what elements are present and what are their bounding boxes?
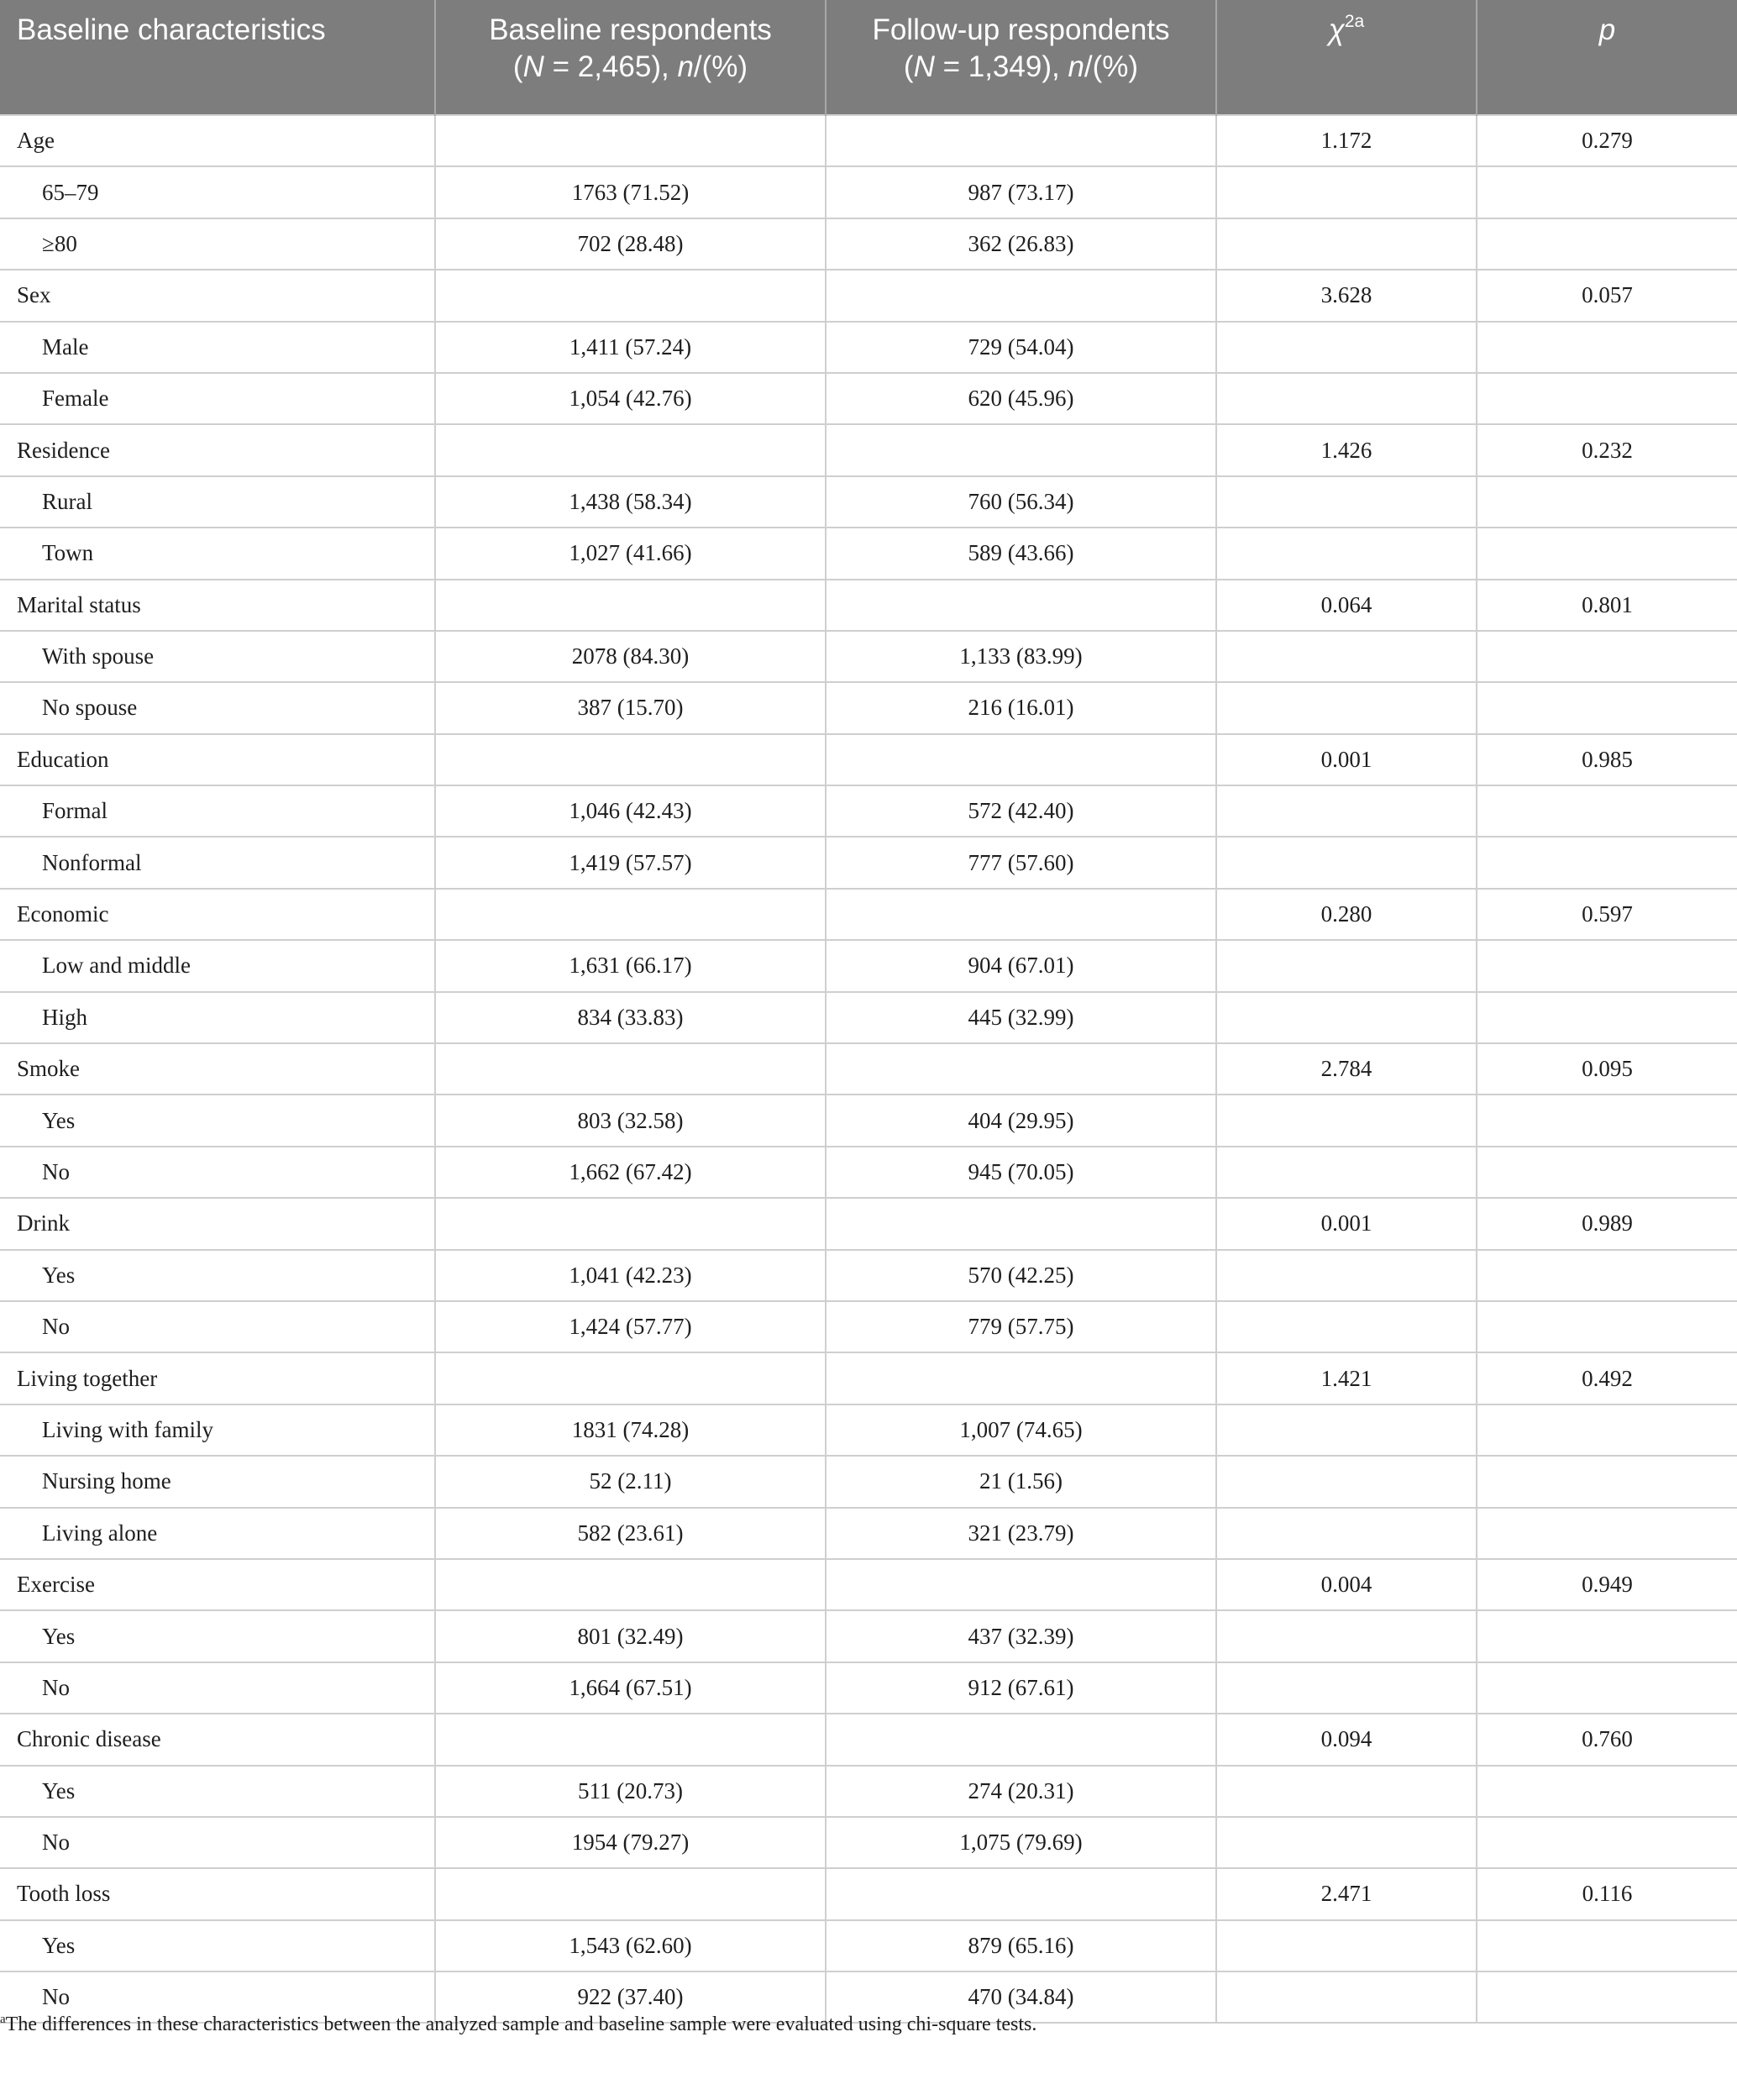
- p-value-cell: 0.760: [1477, 1714, 1737, 1765]
- subcategory-row: [0, 1404, 1737, 1456]
- subcategory-row: [0, 1920, 1737, 1971]
- baseline-cell: [435, 1198, 826, 1249]
- chi2-cell: 3.628: [1216, 270, 1477, 321]
- row-label: Residence: [0, 424, 435, 475]
- followup-cell: 321 (23.79): [826, 1508, 1216, 1559]
- row-label: No: [0, 1971, 435, 2023]
- followup-cell: 445 (32.99): [826, 992, 1216, 1043]
- chi2-cell: [1216, 631, 1477, 682]
- category-row: [0, 1043, 1737, 1095]
- subcategory-row: [0, 1147, 1737, 1198]
- p-value-cell: [1477, 218, 1737, 270]
- p-value-cell: 0.989: [1477, 1198, 1737, 1249]
- header-chi-symbol: χ: [1328, 13, 1345, 46]
- subcategory-row: [0, 1250, 1737, 1301]
- followup-cell: [826, 115, 1216, 166]
- row-label: Low and middle: [0, 940, 435, 991]
- baseline-cell: [435, 1714, 826, 1765]
- followup-cell: 470 (34.84): [826, 1971, 1216, 2023]
- p-value-cell: [1477, 1920, 1737, 1971]
- row-label: Yes: [0, 1766, 435, 1817]
- p-value-cell: 0.949: [1477, 1559, 1737, 1610]
- header-col1-line2: [453, 49, 808, 86]
- p-value-cell: [1477, 1456, 1737, 1507]
- category-row: [0, 1714, 1737, 1765]
- chi2-cell: [1216, 1147, 1477, 1198]
- baseline-cell: 1,662 (67.42): [435, 1147, 826, 1198]
- p-value-cell: [1477, 476, 1737, 528]
- baseline-cell: 803 (32.58): [435, 1095, 826, 1146]
- subcategory-row: [0, 992, 1737, 1043]
- header-col1-count: = 2,465),: [543, 50, 678, 83]
- baseline-cell: 387 (15.70): [435, 682, 826, 733]
- chi2-cell: [1216, 785, 1477, 837]
- chi2-cell: [1216, 1250, 1477, 1301]
- baseline-cell: 834 (33.83): [435, 992, 826, 1043]
- header-col2-pct: /(%): [1084, 50, 1139, 83]
- baseline-cell: 1831 (74.28): [435, 1404, 826, 1456]
- followup-cell: [826, 1198, 1216, 1249]
- row-label: Living alone: [0, 1508, 435, 1559]
- p-value-cell: [1477, 373, 1737, 424]
- followup-cell: [826, 424, 1216, 475]
- row-label: Education: [0, 734, 435, 785]
- row-label: Nonformal: [0, 837, 435, 888]
- category-row: [0, 424, 1737, 475]
- chi2-cell: [1216, 992, 1477, 1043]
- followup-cell: [826, 580, 1216, 631]
- p-value-cell: 0.801: [1477, 580, 1737, 631]
- baseline-cell: 1,027 (41.66): [435, 528, 826, 579]
- row-label: Living with family: [0, 1404, 435, 1456]
- p-value-cell: [1477, 785, 1737, 837]
- subcategory-row: [0, 1662, 1737, 1714]
- p-value-cell: [1477, 528, 1737, 579]
- row-label: 65–79: [0, 166, 435, 218]
- p-value-cell: [1477, 1508, 1737, 1559]
- baseline-cell: [435, 270, 826, 321]
- followup-cell: 879 (65.16): [826, 1920, 1216, 1971]
- row-label: Tooth loss: [0, 1868, 435, 1919]
- followup-cell: [826, 1714, 1216, 1765]
- header-col1-n: n: [677, 50, 694, 83]
- header-col1-paren: (: [512, 50, 523, 83]
- header-col2-line2: [843, 49, 1199, 86]
- baseline-cell: 511 (20.73): [435, 1766, 826, 1817]
- followup-cell: 216 (16.01): [826, 682, 1216, 733]
- row-label: Rural: [0, 476, 435, 528]
- baseline-cell: [435, 889, 826, 940]
- chi2-cell: [1216, 218, 1477, 270]
- baseline-cell: [435, 1559, 826, 1610]
- header-p-value: [1477, 0, 1737, 115]
- row-label: Yes: [0, 1610, 435, 1662]
- followup-cell: 760 (56.34): [826, 476, 1216, 528]
- followup-cell: 1,007 (74.65): [826, 1404, 1216, 1456]
- p-value-cell: 0.597: [1477, 889, 1737, 940]
- followup-cell: 912 (67.61): [826, 1662, 1216, 1714]
- chi2-cell: [1216, 1508, 1477, 1559]
- p-value-cell: [1477, 1766, 1737, 1817]
- header-col2-n: n: [1068, 50, 1084, 83]
- row-label: No: [0, 1662, 435, 1714]
- followup-cell: 437 (32.39): [826, 1610, 1216, 1662]
- chi2-cell: 0.001: [1216, 734, 1477, 785]
- chi2-cell: [1216, 1456, 1477, 1507]
- baseline-cell: 1,411 (57.24): [435, 322, 826, 373]
- baseline-cell: [435, 1868, 826, 1919]
- row-label: Living together: [0, 1352, 435, 1404]
- category-row: [0, 1559, 1737, 1610]
- followup-cell: 1,133 (83.99): [826, 631, 1216, 682]
- category-row: [0, 115, 1737, 166]
- chi2-cell: 0.064: [1216, 580, 1477, 631]
- baseline-cell: 1763 (71.52): [435, 166, 826, 218]
- subcategory-row: [0, 322, 1737, 373]
- row-label: Sex: [0, 270, 435, 321]
- row-label: Female: [0, 373, 435, 424]
- subcategory-row: [0, 1456, 1737, 1507]
- baseline-cell: 1,424 (57.77): [435, 1301, 826, 1352]
- baseline-cell: [435, 580, 826, 631]
- header-baseline-characteristics: [0, 0, 435, 115]
- row-label: High: [0, 992, 435, 1043]
- row-label: Exercise: [0, 1559, 435, 1610]
- chi2-cell: [1216, 476, 1477, 528]
- p-value-cell: 0.492: [1477, 1352, 1737, 1404]
- chi2-cell: [1216, 373, 1477, 424]
- p-value-cell: [1477, 322, 1737, 373]
- followup-cell: 570 (42.25): [826, 1250, 1216, 1301]
- p-value-cell: [1477, 631, 1737, 682]
- row-label: Yes: [0, 1920, 435, 1971]
- baseline-cell: [435, 115, 826, 166]
- baseline-cell: 1,041 (42.23): [435, 1250, 826, 1301]
- followup-cell: [826, 270, 1216, 321]
- row-label: No: [0, 1817, 435, 1868]
- header-chi-superscript: 2a: [1344, 12, 1365, 32]
- chi2-cell: [1216, 1766, 1477, 1817]
- header-col2-paren: (: [903, 50, 914, 83]
- p-value-cell: [1477, 1610, 1737, 1662]
- row-label: Drink: [0, 1198, 435, 1249]
- followup-cell: 589 (43.66): [826, 528, 1216, 579]
- p-value-cell: [1477, 940, 1737, 991]
- followup-cell: [826, 1559, 1216, 1610]
- header-p-text: p: [1598, 13, 1616, 46]
- chi2-cell: [1216, 528, 1477, 579]
- followup-cell: 987 (73.17): [826, 166, 1216, 218]
- chi2-cell: [1216, 1610, 1477, 1662]
- followup-cell: [826, 889, 1216, 940]
- row-label: Economic: [0, 889, 435, 940]
- row-label: Yes: [0, 1095, 435, 1146]
- followup-cell: 779 (57.75): [826, 1301, 1216, 1352]
- p-value-cell: 0.985: [1477, 734, 1737, 785]
- subcategory-row: [0, 682, 1737, 733]
- chi2-cell: 2.471: [1216, 1868, 1477, 1919]
- baseline-cell: 1,046 (42.43): [435, 785, 826, 837]
- row-label: Yes: [0, 1250, 435, 1301]
- p-value-cell: 0.057: [1477, 270, 1737, 321]
- chi2-cell: [1216, 1404, 1477, 1456]
- baseline-cell: 1,631 (66.17): [435, 940, 826, 991]
- baseline-cell: 52 (2.11): [435, 1456, 826, 1507]
- baseline-cell: 1,438 (58.34): [435, 476, 826, 528]
- p-value-cell: 0.095: [1477, 1043, 1737, 1095]
- row-label: Male: [0, 322, 435, 373]
- chi2-cell: [1216, 682, 1477, 733]
- baseline-cell: [435, 424, 826, 475]
- chi2-cell: 1.426: [1216, 424, 1477, 475]
- subcategory-row: [0, 837, 1737, 888]
- category-row: [0, 580, 1737, 631]
- chi2-cell: [1216, 1920, 1477, 1971]
- chi2-cell: [1216, 166, 1477, 218]
- header-followup-respondents: [826, 0, 1216, 115]
- header-col2-count: = 1,349),: [934, 50, 1068, 83]
- baseline-cell: [435, 734, 826, 785]
- row-label: Town: [0, 528, 435, 579]
- p-value-cell: [1477, 1250, 1737, 1301]
- row-label: With spouse: [0, 631, 435, 682]
- p-value-cell: [1477, 992, 1737, 1043]
- p-value-cell: [1477, 1662, 1737, 1714]
- chi2-cell: 1.172: [1216, 115, 1477, 166]
- chi2-cell: 1.421: [1216, 1352, 1477, 1404]
- subcategory-row: [0, 1766, 1737, 1817]
- row-label: Smoke: [0, 1043, 435, 1095]
- header-baseline-respondents: [435, 0, 826, 115]
- subcategory-row: [0, 1301, 1737, 1352]
- category-row: [0, 1868, 1737, 1919]
- footnote-mark: a: [0, 2013, 6, 2026]
- chi2-cell: [1216, 1095, 1477, 1146]
- chi2-cell: 0.280: [1216, 889, 1477, 940]
- category-row: [0, 734, 1737, 785]
- p-value-cell: [1477, 1971, 1737, 2023]
- chi2-cell: 0.001: [1216, 1198, 1477, 1249]
- followup-cell: 274 (20.31): [826, 1766, 1216, 1817]
- subcategory-row: [0, 785, 1737, 837]
- p-value-cell: [1477, 1095, 1737, 1146]
- subcategory-row: [0, 373, 1737, 424]
- baseline-cell: 1954 (79.27): [435, 1817, 826, 1868]
- chi2-cell: [1216, 1817, 1477, 1868]
- chi2-cell: [1216, 322, 1477, 373]
- category-row: [0, 1352, 1737, 1404]
- row-label: Formal: [0, 785, 435, 837]
- followup-cell: 404 (29.95): [826, 1095, 1216, 1146]
- followup-cell: 1,075 (79.69): [826, 1817, 1216, 1868]
- followup-cell: 729 (54.04): [826, 322, 1216, 373]
- chi2-cell: [1216, 1662, 1477, 1714]
- baseline-cell: [435, 1352, 826, 1404]
- followup-cell: 904 (67.01): [826, 940, 1216, 991]
- chi2-cell: 2.784: [1216, 1043, 1477, 1095]
- chi2-cell: [1216, 940, 1477, 991]
- header-col2-line1: Follow-up respondents: [872, 13, 1170, 46]
- row-label: No spouse: [0, 682, 435, 733]
- p-value-cell: [1477, 682, 1737, 733]
- header-col1-pct: /(%): [693, 50, 748, 83]
- followup-cell: [826, 1868, 1216, 1919]
- baseline-cell: 2078 (84.30): [435, 631, 826, 682]
- baseline-cell: 1,543 (62.60): [435, 1920, 826, 1971]
- subcategory-row: [0, 218, 1737, 270]
- chi2-cell: 0.004: [1216, 1559, 1477, 1610]
- subcategory-row: [0, 476, 1737, 528]
- footnote-text: The differences in these characteristics between the analyzed sample and baseline sample were evaluated using chi-square tests.: [5, 2013, 1037, 2035]
- followup-cell: 620 (45.96): [826, 373, 1216, 424]
- header-row: [0, 0, 1737, 115]
- baseline-cell: 801 (32.49): [435, 1610, 826, 1662]
- header-col1-N: N: [522, 50, 544, 83]
- p-value-cell: 0.116: [1477, 1868, 1737, 1919]
- p-value-cell: [1477, 1147, 1737, 1198]
- followup-cell: 945 (70.05): [826, 1147, 1216, 1198]
- row-label: Marital status: [0, 580, 435, 631]
- baseline-cell: 1,419 (57.57): [435, 837, 826, 888]
- followup-cell: [826, 1352, 1216, 1404]
- table-body: [0, 115, 1737, 2023]
- baseline-cell: [435, 1043, 826, 1095]
- baseline-cell: 922 (37.40): [435, 1971, 826, 2023]
- row-label: Nursing home: [0, 1456, 435, 1507]
- p-value-cell: [1477, 837, 1737, 888]
- subcategory-row: [0, 940, 1737, 991]
- p-value-cell: [1477, 166, 1737, 218]
- followup-cell: 21 (1.56): [826, 1456, 1216, 1507]
- chi2-cell: 0.094: [1216, 1714, 1477, 1765]
- p-value-cell: 0.232: [1477, 424, 1737, 475]
- p-value-cell: 0.279: [1477, 115, 1737, 166]
- p-value-cell: [1477, 1301, 1737, 1352]
- row-label: No: [0, 1147, 435, 1198]
- chi2-cell: [1216, 837, 1477, 888]
- row-label: No: [0, 1301, 435, 1352]
- followup-cell: 362 (26.83): [826, 218, 1216, 270]
- followup-cell: 777 (57.60): [826, 837, 1216, 888]
- chi2-cell: [1216, 1971, 1477, 2023]
- followup-cell: 572 (42.40): [826, 785, 1216, 837]
- p-value-cell: [1477, 1817, 1737, 1868]
- subcategory-row: [0, 631, 1737, 682]
- baseline-cell: 1,664 (67.51): [435, 1662, 826, 1714]
- category-row: [0, 889, 1737, 940]
- row-label: Age: [0, 115, 435, 166]
- category-row: [0, 1198, 1737, 1249]
- baseline-cell: 582 (23.61): [435, 1508, 826, 1559]
- subcategory-row: [0, 166, 1737, 218]
- followup-cell: [826, 734, 1216, 785]
- followup-cell: [826, 1043, 1216, 1095]
- subcategory-row: [0, 1095, 1737, 1146]
- p-value-cell: [1477, 1404, 1737, 1456]
- header-col2-N: N: [913, 50, 935, 83]
- subcategory-row: [0, 1610, 1737, 1662]
- chi2-cell: [1216, 1301, 1477, 1352]
- header-chi-square: [1216, 0, 1477, 115]
- subcategory-row: [0, 1508, 1737, 1559]
- subcategory-row: [0, 528, 1737, 579]
- subcategory-row: [0, 1817, 1737, 1868]
- header-col1-line1: Baseline respondents: [489, 13, 772, 46]
- header-col0-text: Baseline characteristics: [17, 13, 326, 46]
- table-header: [0, 0, 1737, 115]
- table-footnote: [0, 2013, 1036, 2036]
- baseline-cell: 1,054 (42.76): [435, 373, 826, 424]
- baseline-cell: 702 (28.48): [435, 218, 826, 270]
- category-row: [0, 270, 1737, 321]
- row-label: Chronic disease: [0, 1714, 435, 1765]
- row-label: ≥80: [0, 218, 435, 270]
